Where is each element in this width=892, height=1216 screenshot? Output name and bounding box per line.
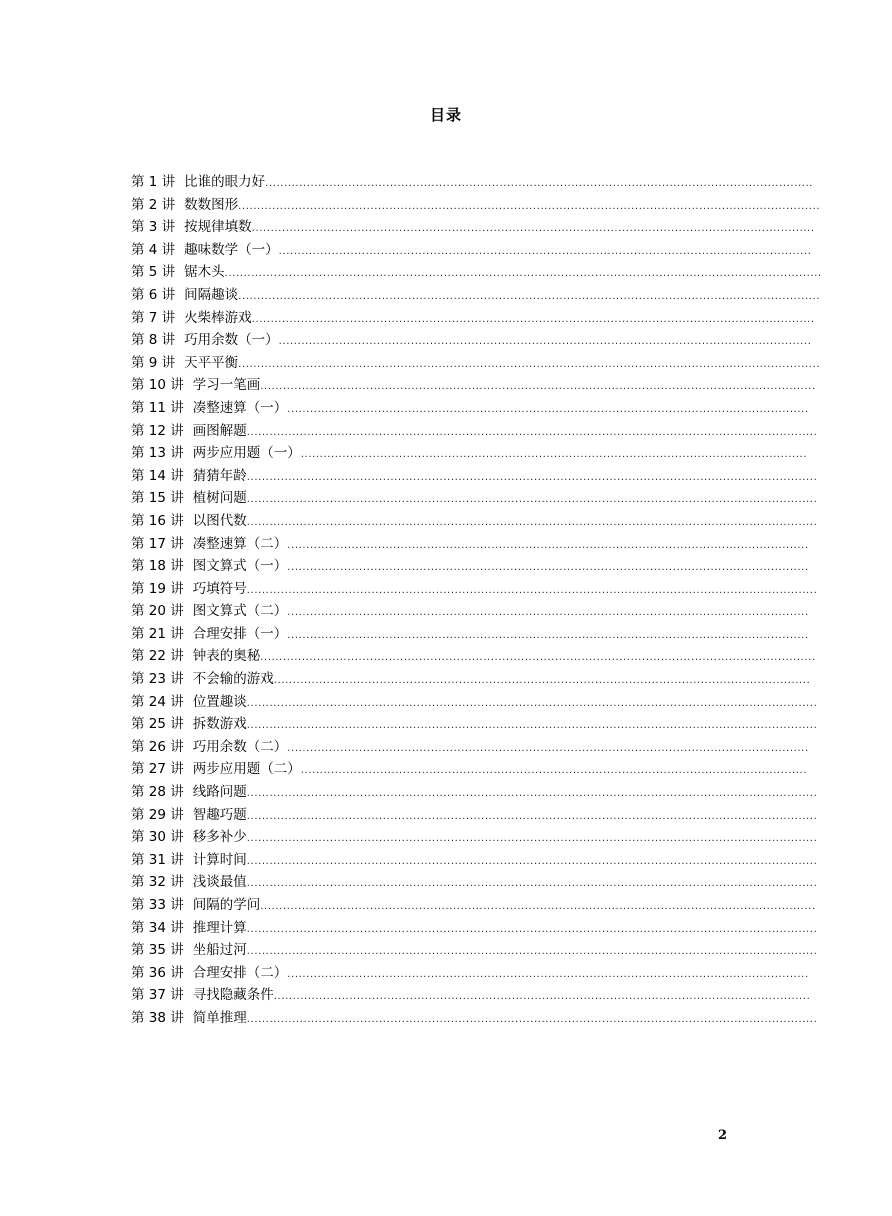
toc-entry-title: 寻找隐藏条件	[192, 987, 274, 1004]
toc-entry-label: 第 5 讲	[131, 264, 176, 281]
toc-entry[interactable]	[131, 826, 818, 849]
toc-entry[interactable]	[131, 804, 818, 827]
toc-entry-title: 火柴棒游戏	[184, 309, 252, 326]
dot-leader: ..............................................................................................................................................	[273, 991, 811, 1003]
toc-entry[interactable]	[131, 216, 815, 239]
dot-leader: ...................................................................................................................................................	[260, 901, 816, 912]
toc-entry[interactable]	[131, 849, 818, 872]
toc-entry-title: 计算时间	[192, 851, 247, 868]
toc-entry-title: 以图代数	[192, 512, 247, 529]
toc-entry-title: 钟表的奥秘	[192, 648, 261, 665]
dot-leader: ..........................................................................................................................................................	[238, 358, 821, 370]
toc-entry[interactable]	[131, 420, 818, 443]
toc-entry[interactable]	[131, 284, 821, 307]
dot-leader: ..........................................................................................................................................	[287, 968, 809, 980]
toc-entry-label: 第 4 讲	[131, 241, 176, 258]
toc-entry[interactable]	[131, 510, 818, 533]
toc-entry[interactable]	[131, 645, 816, 668]
toc-entry-label: 第 35 讲	[131, 942, 184, 959]
toc-entry[interactable]	[131, 307, 815, 330]
table-of-contents	[131, 171, 822, 1030]
toc-entry-title: 巧用余数（二）	[192, 738, 288, 755]
toc-entry[interactable]	[131, 171, 814, 194]
dot-leader: ...................................................................................................................................................	[260, 652, 816, 664]
toc-entry-label: 第 16 讲	[131, 512, 184, 529]
toc-entry-label: 第 25 讲	[131, 716, 184, 733]
toc-entry[interactable]	[131, 533, 809, 556]
dot-leader: ..........................................................................................................................................................	[238, 200, 821, 212]
toc-entry-label: 第 14 讲	[131, 467, 184, 484]
toc-entry-label: 第 29 讲	[131, 806, 184, 823]
page-number: 2	[718, 1128, 728, 1143]
toc-entry-label: 第 8 讲	[131, 332, 176, 349]
toc-entry[interactable]	[131, 555, 809, 578]
toc-entry-title: 位置趣谈	[192, 693, 247, 710]
toc-entry[interactable]	[131, 465, 818, 488]
toc-entry-label: 第 24 讲	[131, 693, 184, 710]
dot-leader: ..........................................................................................................................................	[287, 742, 809, 754]
toc-entry-label: 第 10 讲	[131, 377, 184, 394]
toc-entry-label: 第 22 讲	[131, 648, 184, 665]
dot-leader: ..........................................................................................................................................	[287, 629, 809, 641]
toc-entry[interactable]	[131, 984, 811, 1007]
toc-entry-label: 第 26 讲	[131, 738, 184, 755]
toc-entry[interactable]	[131, 352, 821, 375]
toc-entry-label: 第 7 讲	[131, 309, 176, 326]
dot-leader: .......................................................................................................................................................	[246, 810, 818, 822]
toc-entry-label: 第 9 讲	[131, 354, 176, 371]
toc-entry-title: 简单推理	[192, 1009, 247, 1026]
toc-entry[interactable]	[131, 329, 812, 352]
dot-leader: ..............................................................................................................................................................	[224, 268, 822, 280]
toc-entry-label: 第 13 讲	[131, 445, 184, 462]
toc-entry-title: 线路问题	[192, 784, 247, 801]
dot-leader: .................................................................................................................................................	[265, 178, 814, 189]
toc-entry-title: 浅谈最值	[192, 874, 247, 891]
toc-entry-label: 第 2 讲	[131, 196, 176, 213]
toc-entry-label: 第 18 讲	[131, 558, 184, 575]
toc-entry-title: 凑整速算（一）	[192, 399, 288, 416]
toc-entry[interactable]	[131, 962, 809, 985]
toc-entry-label: 第 15 讲	[131, 490, 184, 507]
toc-entry[interactable]	[131, 239, 812, 262]
dot-leader: .......................................................................................................................................................	[246, 494, 818, 506]
toc-entry-label: 第 23 讲	[131, 671, 184, 688]
toc-entry-title: 猜猜年龄	[192, 467, 247, 484]
toc-entry-title: 画图解题	[192, 422, 247, 439]
toc-entry-label: 第 38 讲	[131, 1009, 184, 1026]
toc-entry-label: 第 6 讲	[131, 286, 176, 303]
toc-entry-title: 图文算式（一）	[192, 558, 288, 575]
toc-entry-label: 第 11 讲	[131, 399, 184, 416]
toc-entry-title: 坐船过河	[192, 942, 247, 959]
dot-leader: .......................................................................................................................................................	[246, 878, 818, 890]
toc-entry[interactable]	[131, 194, 821, 217]
toc-entry[interactable]	[131, 374, 816, 397]
dot-leader: .....................................................................................................................................................	[251, 313, 815, 325]
toc-entry-title: 两步应用题（二）	[192, 761, 301, 778]
toc-entry-title: 智趣巧题	[192, 806, 247, 823]
toc-entry-label: 第 33 讲	[131, 897, 184, 913]
toc-entry-title: 移多补少	[192, 829, 247, 846]
toc-entry-title: 天平平衡	[184, 354, 239, 371]
toc-entry[interactable]	[131, 261, 822, 284]
toc-entry-label: 第 3 讲	[131, 219, 176, 236]
dot-leader: ..........................................................................................................................................	[287, 562, 809, 574]
dot-leader: .......................................................................................................................................................	[246, 471, 818, 483]
toc-entry-label: 第 31 讲	[131, 851, 184, 868]
toc-entry-title: 锯木头	[184, 264, 225, 281]
toc-entry[interactable]	[131, 623, 809, 646]
toc-entry-label: 第 21 讲	[131, 625, 184, 642]
toc-entry-title: 两步应用题（一）	[192, 445, 301, 462]
toc-entry-label: 第 12 讲	[131, 422, 184, 439]
toc-entry-title: 巧填符号	[192, 580, 247, 597]
toc-entry-title: 间隔的学问	[192, 897, 261, 913]
dot-leader: .......................................................................................................................................................	[246, 697, 818, 709]
dot-leader: .....................................................................................................................................................	[251, 223, 815, 235]
dot-leader: .......................................................................................................................................................	[246, 720, 818, 732]
toc-entry[interactable]	[131, 781, 818, 804]
toc-entry-label: 第 28 讲	[131, 784, 184, 801]
toc-entry[interactable]	[131, 736, 809, 759]
toc-entry-label: 第 1 讲	[131, 174, 176, 190]
toc-entry-label: 第 17 讲	[131, 535, 184, 552]
dot-leader: .............................................................................................................................................	[278, 245, 812, 257]
dot-leader: ..............................................................................................................................................	[273, 675, 811, 687]
toc-entry-label: 第 32 讲	[131, 874, 184, 891]
dot-leader: ..........................................................................................................................................................	[238, 290, 821, 302]
toc-entry[interactable]	[131, 691, 818, 714]
toc-entry[interactable]	[131, 894, 816, 917]
toc-entry-title: 凑整速算（二）	[192, 535, 288, 552]
toc-entry[interactable]	[131, 600, 809, 623]
toc-entry[interactable]	[131, 487, 818, 510]
toc-entry[interactable]	[131, 758, 808, 781]
toc-entry-title: 巧用余数（一）	[184, 332, 279, 349]
toc-entry-title: 合理安排（一）	[192, 625, 288, 642]
dot-leader: ..........................................................................................................................................	[287, 539, 809, 551]
toc-entry[interactable]	[131, 578, 818, 601]
toc-entry-title: 比谁的眼力好	[184, 174, 266, 190]
dot-leader: ......................................................................................................................................	[300, 449, 808, 461]
toc-entry-title: 数数图形	[184, 196, 239, 213]
toc-entry-title: 按规律填数	[184, 219, 252, 236]
toc-entry-label: 第 19 讲	[131, 580, 184, 597]
dot-leader: ...................................................................................................................................................	[260, 381, 816, 393]
toc-entry[interactable]	[131, 713, 818, 736]
dot-leader: .......................................................................................................................................................	[246, 584, 818, 596]
dot-leader: ......................................................................................................................................	[300, 765, 808, 777]
toc-entry[interactable]	[131, 668, 811, 691]
dot-leader: .............................................................................................................................................	[278, 336, 812, 348]
toc-entry[interactable]	[131, 397, 809, 420]
dot-leader: .......................................................................................................................................................	[246, 516, 818, 528]
dot-leader: .......................................................................................................................................................	[246, 923, 818, 935]
toc-entry-label: 第 27 讲	[131, 761, 184, 778]
toc-entry[interactable]	[131, 871, 818, 894]
toc-entry[interactable]	[131, 442, 808, 465]
dot-leader: .......................................................................................................................................................	[246, 788, 818, 800]
toc-entry-title: 合理安排（二）	[192, 964, 288, 981]
dot-leader: ..........................................................................................................................................	[287, 607, 809, 619]
toc-entry-label: 第 30 讲	[131, 829, 184, 846]
dot-leader: .......................................................................................................................................................	[246, 946, 818, 958]
toc-entry[interactable]	[131, 1007, 818, 1030]
dot-leader: .......................................................................................................................................................	[246, 1013, 818, 1025]
toc-entry-title: 拆数游戏	[192, 716, 247, 733]
toc-entry[interactable]	[131, 917, 818, 940]
toc-entry-title: 间隔趣谈	[184, 286, 239, 303]
toc-entry-label: 第 34 讲	[131, 919, 184, 936]
dot-leader: ..........................................................................................................................................	[287, 403, 809, 415]
toc-entry-label: 第 36 讲	[131, 964, 184, 981]
toc-entry-title: 图文算式（二）	[192, 603, 288, 620]
dot-leader: .......................................................................................................................................................	[246, 855, 818, 867]
toc-entry-title: 不会输的游戏	[192, 671, 274, 688]
toc-entry-title: 植树问题	[192, 490, 247, 507]
toc-entry-title: 趣味数学（一）	[184, 241, 279, 258]
toc-entry[interactable]	[131, 939, 818, 962]
toc-entry-title: 学习一笔画	[192, 377, 261, 394]
toc-entry-title: 推理计算	[192, 919, 247, 936]
dot-leader: .......................................................................................................................................................	[246, 426, 818, 438]
toc-entry-label: 第 37 讲	[131, 987, 184, 1004]
toc-entry-label: 第 20 讲	[131, 603, 184, 620]
page-title: 目录	[429, 106, 462, 124]
dot-leader: .......................................................................................................................................................	[246, 833, 818, 845]
